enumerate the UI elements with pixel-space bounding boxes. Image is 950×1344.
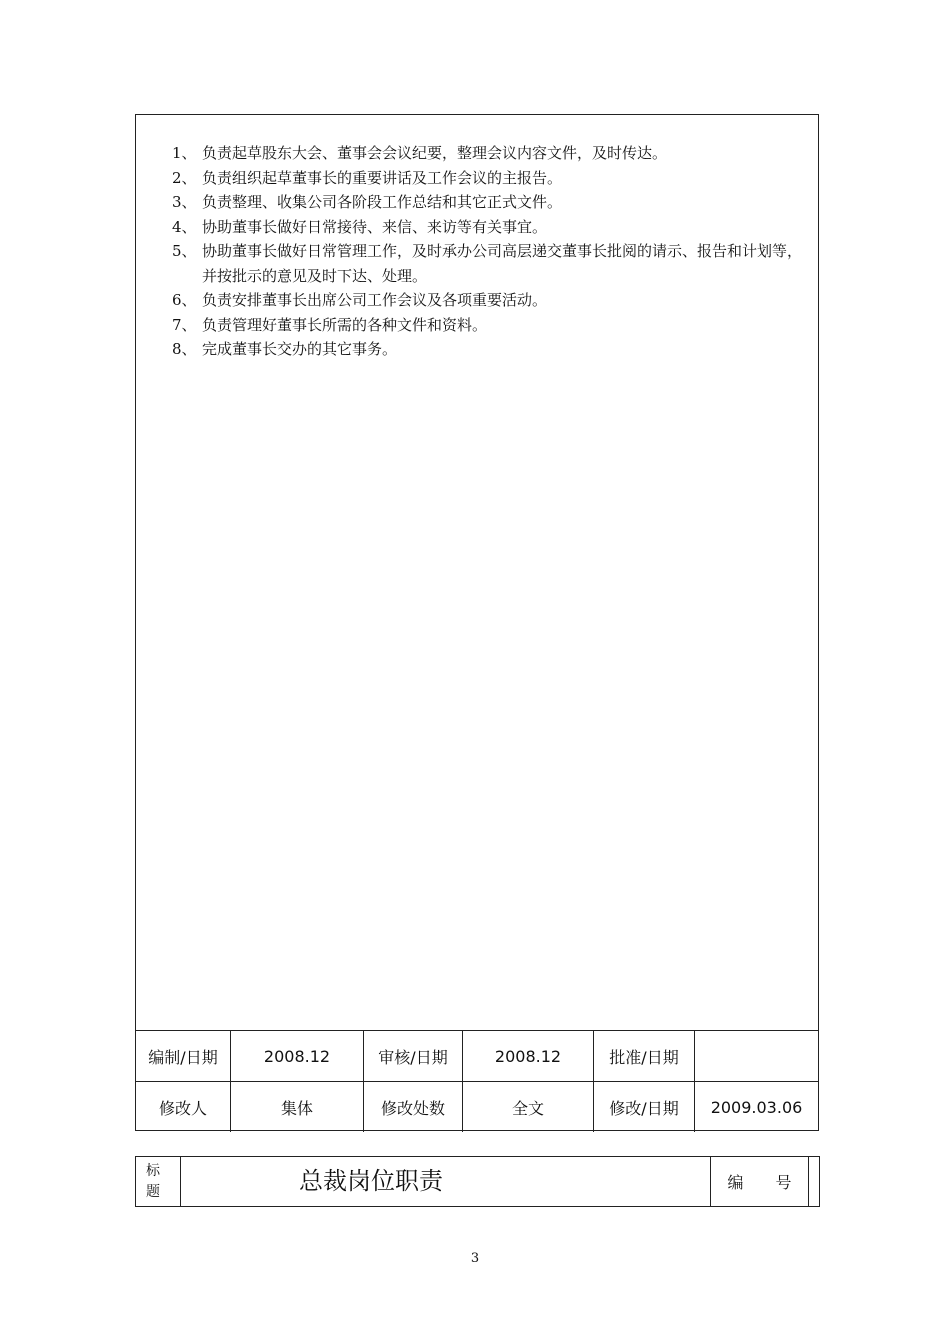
duty-list xyxy=(172,141,812,362)
duty-item xyxy=(172,215,812,240)
duty-text: 负责组织起草董事长的重要讲话及工作会议的主报告。 xyxy=(202,168,563,187)
code-label: 编 号 xyxy=(711,1157,809,1207)
duty-item xyxy=(172,337,812,362)
duties-box xyxy=(135,114,819,1131)
duty-item xyxy=(172,166,812,191)
duty-number: 3、 xyxy=(172,193,197,211)
approve-label: 批准/日期 xyxy=(594,1031,695,1082)
duty-item xyxy=(172,288,812,313)
mod-date-value: 2009.03.06 xyxy=(695,1082,819,1133)
modifier-value: 集体 xyxy=(231,1082,364,1133)
review-label: 审核/日期 xyxy=(364,1031,463,1082)
code-value xyxy=(809,1157,820,1207)
duty-text: 负责管理好董事长所需的各种文件和资料。 xyxy=(202,315,488,334)
duty-text: 负责起草股东大会、董事会会议纪要，整理会议内容文件，及时传达。 xyxy=(202,144,668,162)
duty-item xyxy=(172,313,812,338)
duty-number: 2、 xyxy=(172,168,197,187)
document-title: 总裁岗位职责 xyxy=(181,1157,711,1207)
duty-number: 5、 xyxy=(172,242,197,260)
table-row xyxy=(136,1082,818,1133)
table-row xyxy=(136,1157,820,1207)
duty-number: 7、 xyxy=(172,315,197,334)
approve-value xyxy=(695,1031,819,1082)
duty-text: 协助董事长做好日常管理工作，及时承办公司高层递交董事长批阅的请示、报告和计划等，并按批示的意见及时下达、处理。 xyxy=(202,242,803,285)
duty-item xyxy=(172,190,812,215)
title-label xyxy=(136,1157,181,1207)
mod-count-value: 全文 xyxy=(463,1082,594,1133)
document-header-table xyxy=(135,1156,820,1207)
duty-number: 1、 xyxy=(172,144,197,162)
review-value: 2008.12 xyxy=(463,1031,594,1082)
title-label-line: 题 xyxy=(146,1183,160,1200)
duty-number: 6、 xyxy=(172,291,197,309)
table-row xyxy=(136,1031,818,1082)
duty-text: 负责安排董事长出席公司工作会议及各项重要活动。 xyxy=(202,291,548,309)
duty-text: 协助董事长做好日常接待、来信、来访等有关事宜。 xyxy=(202,217,548,236)
mod-count-label: 修改处数 xyxy=(364,1082,463,1133)
duty-number: 8、 xyxy=(172,340,197,358)
duty-text: 负责整理、收集公司各阶段工作总结和其它正式文件。 xyxy=(202,193,563,211)
mod-date-label: 修改/日期 xyxy=(594,1082,695,1133)
duty-number: 4、 xyxy=(172,217,197,236)
duty-item xyxy=(172,239,812,288)
duty-text: 完成董事长交办的其它事务。 xyxy=(202,340,398,358)
duty-item xyxy=(172,141,812,166)
title-label-line: 标 xyxy=(146,1162,160,1179)
modifier-label: 修改人 xyxy=(136,1082,231,1133)
approval-table xyxy=(136,1030,818,1132)
compile-label: 编制/日期 xyxy=(136,1031,231,1082)
compile-value: 2008.12 xyxy=(231,1031,364,1082)
page-number: 3 xyxy=(470,1251,480,1266)
